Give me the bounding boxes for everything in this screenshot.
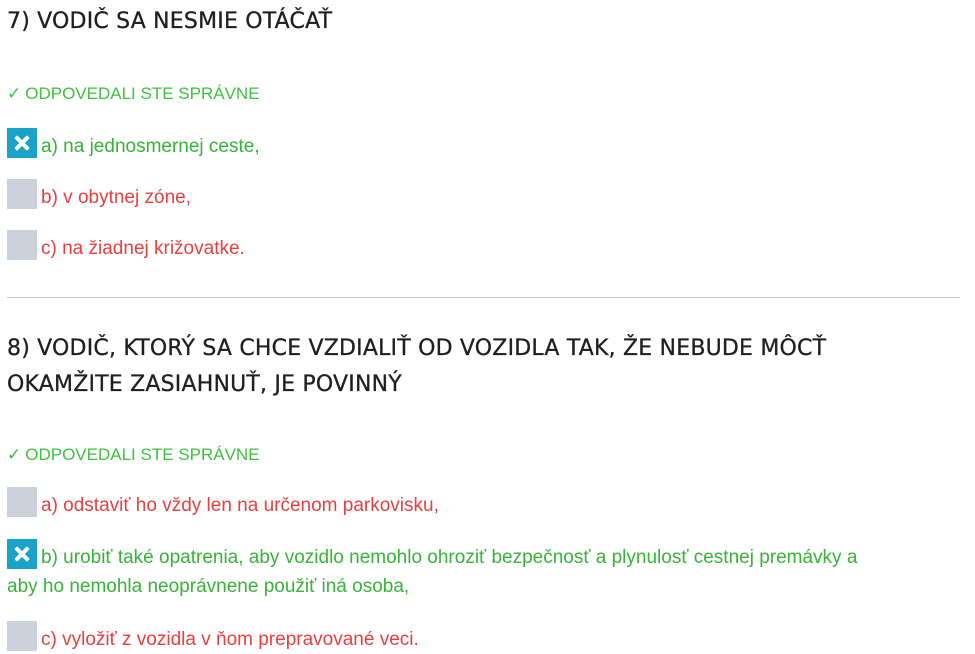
checkbox-empty-icon[interactable]	[7, 179, 37, 209]
checkbox-checked-icon[interactable]	[7, 539, 37, 569]
answer-option-a[interactable]	[7, 487, 960, 520]
question-8	[7, 331, 960, 650]
question-title-line-2: OKAMŽITE ZASIAHNUŤ, JE POVINNÝ	[7, 372, 402, 397]
answer-status-text: ODPOVEDALI STE SPRÁVNE	[25, 84, 260, 103]
answer-option-b[interactable]	[7, 179, 960, 212]
checkbox-empty-icon[interactable]	[7, 487, 37, 517]
answer-text: b) v obytnej zóne,	[41, 187, 191, 208]
question-title: 7) VODIČ SA NESMIE OTÁČAŤ	[7, 9, 333, 34]
answer-status-text: ODPOVEDALI STE SPRÁVNE	[25, 445, 260, 464]
check-icon: ✓	[7, 84, 22, 103]
answer-text: a) na jednosmernej ceste,	[41, 136, 260, 157]
answer-status	[7, 444, 260, 466]
checkbox-empty-icon[interactable]	[7, 621, 37, 651]
question-title	[7, 331, 960, 403]
answer-text: a) odstaviť ho vždy len na určenom parkovisku,	[41, 495, 439, 516]
answer-text-line-1: b) urobiť také opatrenia, aby vozidlo nemohlo ohroziť bezpečnosť a plynulosť cestnej premávky a	[41, 547, 858, 568]
question-7	[7, 4, 960, 259]
question-divider	[7, 297, 960, 298]
question-title-line-1: 8) VODIČ, KTORÝ SA CHCE VZDIALIŤ OD VOZIDLA TAK, ŽE NEBUDE MÔCŤ	[7, 336, 827, 361]
answer-text: c) na žiadnej križovatke.	[41, 238, 245, 259]
check-icon: ✓	[7, 445, 22, 464]
answer-text: c) vyložiť z vozidla v ňom prepravované veci.	[41, 629, 419, 650]
answer-text-line-2: aby ho nemohla neoprávnene použiť iná osoba,	[7, 576, 410, 597]
checkbox-empty-icon[interactable]	[7, 230, 37, 260]
answer-option-a[interactable]	[7, 128, 960, 161]
answer-option-c[interactable]	[7, 621, 960, 654]
answer-option-c[interactable]	[7, 230, 960, 263]
answer-status	[7, 83, 260, 105]
checkbox-checked-icon[interactable]	[7, 128, 37, 158]
answer-option-b[interactable]	[7, 539, 960, 601]
